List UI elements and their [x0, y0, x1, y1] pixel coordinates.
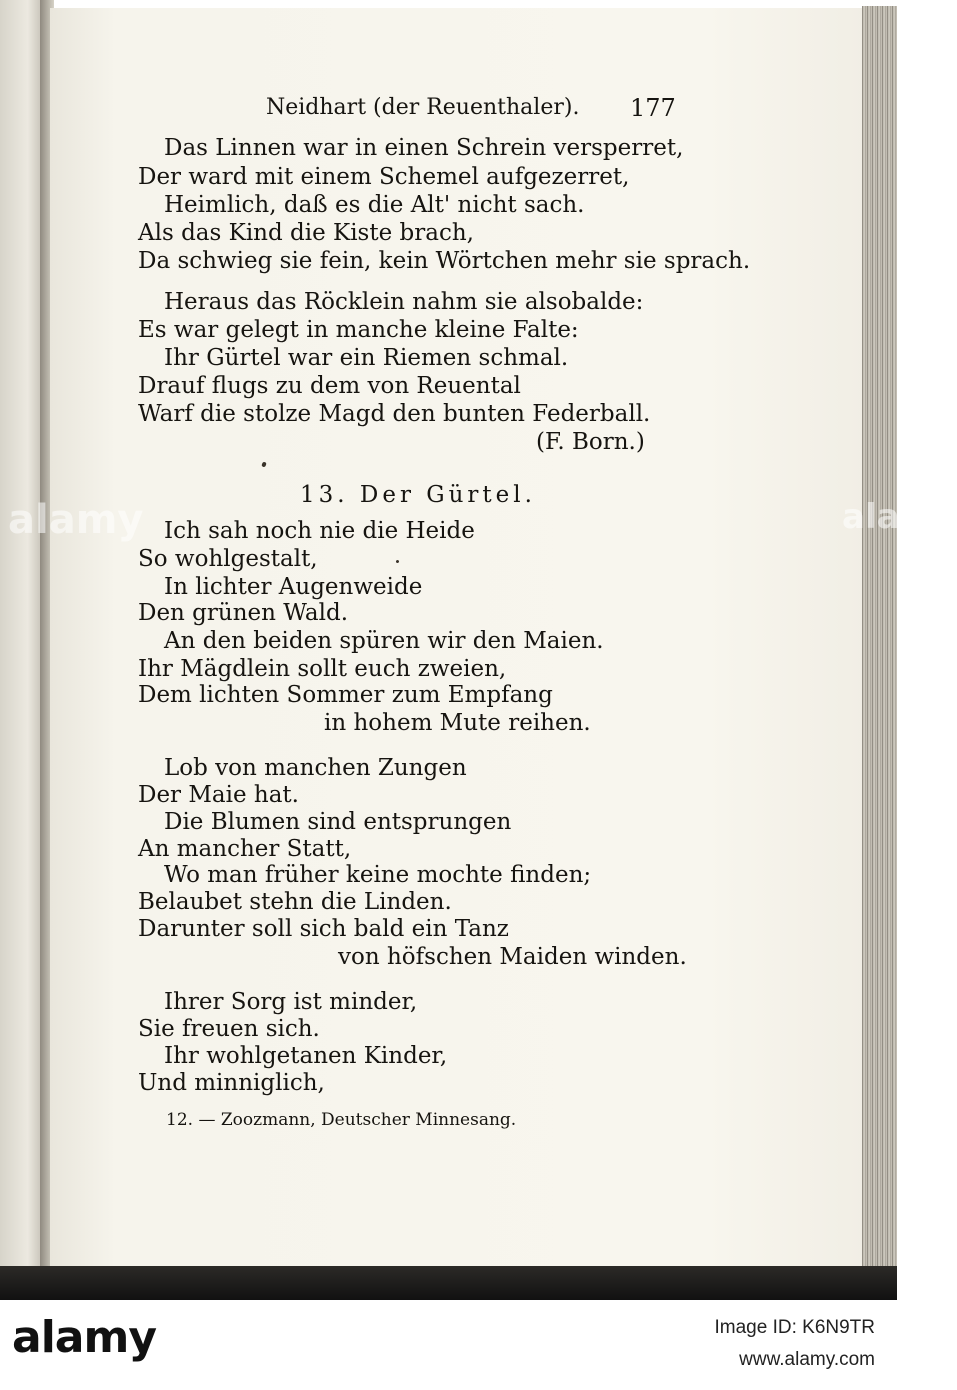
poem-heading: 13. Der Gürtel.	[300, 482, 536, 508]
page-footer: 12. — Zoozmann, Deutscher Minnesang.	[166, 1110, 517, 1130]
verse-line: Es war gelegt in manche kleine Falte:	[138, 317, 579, 343]
verse-line: An mancher Statt,	[138, 836, 352, 862]
verse-line: Heimlich, daß es die Alt' nicht sach.	[164, 192, 585, 218]
verse-line: Sie freuen sich.	[138, 1016, 320, 1042]
watermark-url: www.alamy.com	[739, 1349, 875, 1370]
verse-line: Heraus das Röcklein nahm sie alsobalde:	[164, 289, 644, 315]
verse-line: So wohlgestalt,	[138, 546, 318, 572]
image-id: Image ID: K6N9TR	[714, 1317, 875, 1338]
verse-line: Als das Kind die Kiste brach,	[138, 220, 474, 246]
watermark-logo-left: alamy	[8, 497, 144, 543]
verse-line: in hohem Mute reihen.	[324, 710, 591, 736]
verse-line: Ihr wohlgetanen Kinder,	[164, 1043, 448, 1069]
verse-line: Ich sah noch nie die Heide	[164, 518, 475, 544]
book-cover-bottom	[0, 1266, 897, 1300]
verse-line: Das Linnen war in einen Schrein versperret,	[164, 135, 684, 161]
page-edges	[862, 6, 897, 1278]
verse-line: Und minniglich,	[138, 1070, 325, 1096]
verse-line: Belaubet stehn die Linden.	[138, 889, 452, 915]
verse-line: Wo man früher keine mochte finden;	[164, 862, 592, 888]
verse-line: Den grünen Wald.	[138, 600, 348, 626]
verse-line: In lichter Augenweide	[164, 574, 423, 600]
verse-line: Der Maie hat.	[138, 782, 299, 808]
verse-line: Da schwieg sie fein, kein Wörtchen mehr sie sprach.	[138, 248, 751, 274]
verse-line: Ihrer Sorg ist minder,	[164, 989, 418, 1015]
verse-line: Der ward mit einem Schemel aufgezerret,	[138, 164, 630, 190]
verse-line: Lob von manchen Zungen	[164, 755, 467, 781]
page-number: 177	[630, 94, 676, 122]
verse-line: Warf die stolze Magd den bunten Federball.	[138, 401, 651, 427]
verse-line: Drauf flugs zu dem von Reuental	[138, 373, 521, 399]
watermark-logo: alamy	[12, 1312, 156, 1363]
verse-line: Dem lichten Sommer zum Empfang	[138, 682, 553, 708]
verse-line: Ihr Mägdlein sollt euch zweien,	[138, 656, 507, 682]
verse-line: An den beiden spüren wir den Maien.	[164, 628, 604, 654]
verse-line: Ihr Gürtel war ein Riemen schmal.	[164, 345, 569, 371]
attribution: (F. Born.)	[536, 429, 645, 455]
verse-line: Die Blumen sind entsprungen	[164, 809, 512, 835]
watermark-logo-right: alamy	[842, 497, 957, 537]
verse-line: Darunter soll sich bald ein Tanz	[138, 916, 509, 942]
running-header: Neidhart (der Reuenthaler).	[266, 95, 580, 120]
verse-line: von höfschen Maiden winden.	[338, 944, 687, 970]
